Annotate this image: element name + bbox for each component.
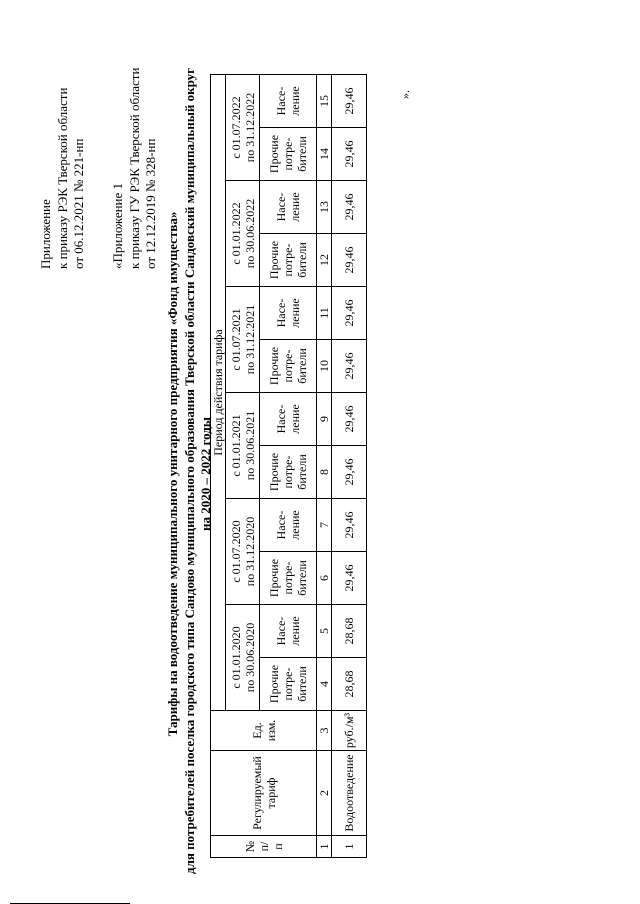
column-number: 7 [317,499,332,552]
tariff-value: 29,46 [332,552,367,605]
tariff-value: 29,46 [332,499,367,552]
column-number-row [317,75,332,858]
appendix-header [38,88,88,269]
tariff-table [210,74,367,858]
row-unit: руб./м³ [332,711,367,751]
consumer-other: Прочие потре- бители [260,128,317,181]
header-number: № п/ п [211,836,317,858]
tariff-value: 29,46 [332,75,367,128]
consumer-other: Прочие потре- бители [260,658,317,711]
appendix-header-line-1: Приложение [38,199,53,269]
appendix-header-line-3: от 06.12.2021 № 221-нп [71,138,86,269]
consumer-population: Насе- ление [260,287,317,340]
consumer-population: Насе- ление [260,75,317,128]
column-number: 5 [317,605,332,658]
title-line-3: на 2020 – 2022 годы [198,417,213,531]
appendix-header-line-2: к приказу РЭК Тверской области [54,87,70,269]
tariff-value: 29,46 [332,128,367,181]
consumer-other: Прочие потре- бители [260,446,317,499]
consumer-population: Насе- ление [260,181,317,234]
column-number: 12 [317,234,332,287]
column-number: 6 [317,552,332,605]
tariff-value: 29,46 [332,446,367,499]
row-tariff-name: Водоотведение [332,751,367,836]
table-header-row [211,75,226,858]
header-unit: Ед. изм. [211,711,317,751]
period-2020-h2: с 01.07.2020 по 31.12.2020 [226,499,260,605]
tariff-value: 29,46 [332,340,367,393]
previous-appendix-line-1: «Приложение 1 [110,182,125,269]
tariff-value: 28,68 [332,605,367,658]
consumer-population: Насе- ление [260,499,317,552]
tariff-value: 28,68 [332,658,367,711]
period-2021-h2: с 01.07.2021 по 31.12.2021 [226,287,260,393]
column-number: 10 [317,340,332,393]
period-2022-h1: с 01.01.2022 по 30.06.2022 [226,181,260,287]
consumer-population: Насе- ление [260,393,317,446]
title-line-1: Тарифы на водоотведение муниципального унитарного предприятия «Фонд имущества» [165,211,180,737]
row-number: 1 [332,836,367,858]
previous-appendix-line-3: от 12.12.2019 № 328-нп [143,138,158,269]
period-2022-h2: с 01.07.2022 по 31.12.2022 [226,75,260,181]
period-2021-h1: с 01.01.2021 по 30.06.2021 [226,393,260,499]
column-number: 1 [317,836,332,858]
consumer-population: Насе- ление [260,605,317,658]
column-number: 14 [317,128,332,181]
period-2020-h1: с 01.01.2020 по 30.06.2020 [226,605,260,711]
tariff-value: 29,46 [332,287,367,340]
column-number: 9 [317,393,332,446]
column-number: 11 [317,287,332,340]
document-title [165,67,215,874]
header-tariff: Регулируемый тариф [211,751,317,836]
table-row [332,75,367,858]
column-number: 8 [317,446,332,499]
title-line-2: для потребителей поселка городского типа Сандово муниципального образования Тверской области Сандовский муниципальный округ [181,67,197,874]
column-number: 15 [317,75,332,128]
closing-quote-mark: ». [398,90,412,99]
column-number: 3 [317,711,332,751]
previous-appendix-line-2: к приказу ГУ РЭК Тверской области [126,67,142,269]
column-number: 13 [317,181,332,234]
consumer-other: Прочие потре- бители [260,234,317,287]
tariff-value: 29,46 [332,234,367,287]
header-period: Период действия тарифа [211,75,226,711]
column-number: 2 [317,751,332,836]
consumer-other: Прочие потре- бители [260,552,317,605]
column-number: 4 [317,658,332,711]
tariff-value: 29,46 [332,393,367,446]
tariff-value: 29,46 [332,181,367,234]
previous-appendix-header [110,68,160,269]
consumer-other: Прочие потре- бители [260,340,317,393]
